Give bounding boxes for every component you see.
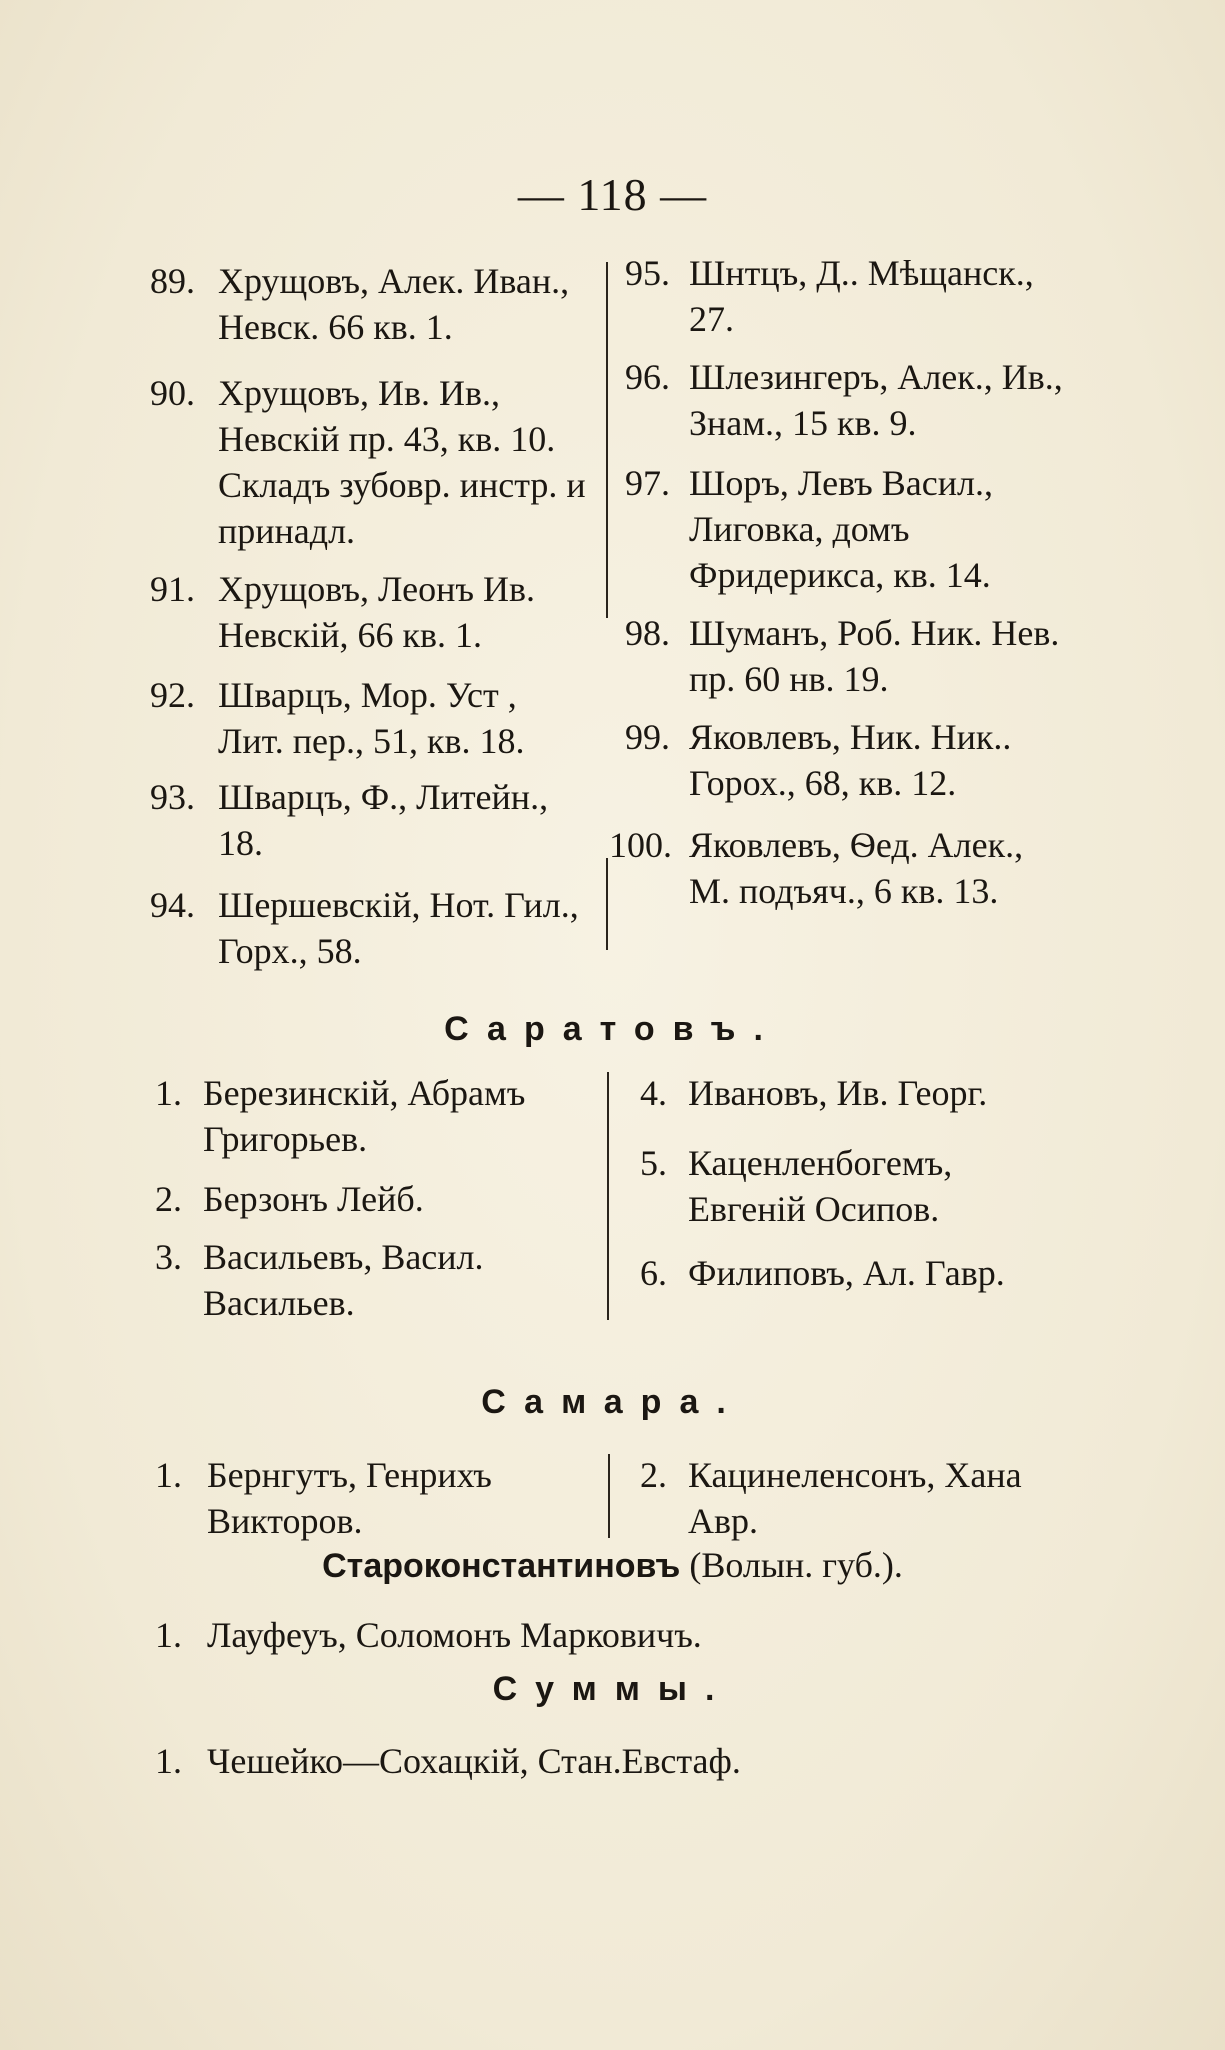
entry-text: Хрущовъ, Леонъ Ив. Невскій, 66 кв. 1. [218,569,535,655]
entry-number: 91. [150,569,195,609]
list-item [640,1250,1075,1310]
list-item [150,566,590,672]
entry-number: 94. [150,885,195,925]
list-item [625,250,1065,354]
entry-text: Кацинеленсонъ, Хана Авр. [688,1455,1022,1541]
list-item [155,1176,590,1234]
list-item [609,822,1065,914]
list-item [625,714,1065,822]
section-heading-saratov: Саратовъ. [444,1010,781,1048]
list-item [150,774,590,882]
entry-number: 95. [625,253,670,293]
entry-text: Берзонъ Лейб. [203,1179,424,1219]
list-item [155,1612,702,1658]
petersburg-entries [150,253,1070,974]
entry-text: Ивановъ, Ив. Георг. [688,1073,988,1113]
list-item [155,1070,590,1176]
entry-number: 100. [609,825,672,865]
list-item [640,1140,1075,1250]
heading-subtitle: (Волын. губ.). [689,1545,903,1585]
column-divider [608,1454,610,1538]
entry-number: 1. [155,1073,182,1113]
column-divider [607,1072,609,1320]
entry-text: Шершевскій, Нот. Гил., Горх., 58. [218,885,579,971]
section-heading-samara: Самара. [481,1383,744,1421]
entry-number: 93. [150,777,195,817]
list-item [155,1234,590,1326]
entry-text: Каценленбогемъ, Евгеній Осипов. [688,1143,953,1229]
entry-number: 1. [155,1455,182,1495]
entry-number: 99. [625,717,670,757]
entry-text: Лауфеуъ, Соломонъ Марковичъ. [207,1615,702,1655]
list-item [155,1738,741,1784]
column-divider [606,858,608,950]
saratov-entries [155,1070,1075,1326]
list-item [625,460,1065,610]
list-item [150,672,590,774]
right-column [609,253,1065,974]
right-column [640,1452,1075,1544]
entry-number: 6. [640,1253,667,1293]
entry-text: Шоръ, Левъ Васил., Лиговка, домъ Фридерикса, кв. 14. [689,463,993,595]
entry-text: Шварцъ, Ф., Литейн., 18. [218,777,549,863]
column-divider [606,262,608,618]
entry-text: Шлезингеръ, Алек., Ив., Знам., 15 кв. 9. [689,357,1063,443]
entry-number: 5. [640,1143,667,1183]
left-column [155,1452,590,1544]
entry-text: Чешейко—Сохацкій, Стан.Евстаф. [207,1741,741,1781]
entry-number: 1. [155,1741,182,1781]
left-column [150,258,590,974]
entry-number: 90. [150,373,195,413]
entry-text: Шуманъ, Роб. Ник. Нев. пр. 60 нв. 19. [689,613,1060,699]
list-item [155,1452,590,1544]
entry-text: Бернгутъ, Генрихъ Викторов. [207,1455,492,1541]
entry-number: 97. [625,463,670,503]
entry-number: 92. [150,675,195,715]
list-item [625,354,1065,460]
entry-number: 2. [640,1455,667,1495]
entry-text: Шварцъ, Мор. Уст , Лит. пер., 51, кв. 18. [218,675,525,761]
entry-number: 96. [625,357,670,397]
section-heading-starokonstantinov [0,1544,1225,1586]
entry-text: Яковлевъ, Ник. Ник.. Горох., 68, кв. 12. [689,717,1012,803]
list-item [640,1452,1075,1544]
entry-text: Хрущовъ, Алек. Иван., Невск. 66 кв. 1. [218,261,570,347]
samara-entries [155,1452,1075,1544]
entry-text: Яковлевъ, Ѳед. Алек., М. подъяч., 6 кв. 13. [689,825,1024,911]
list-item [150,370,590,566]
entry-number: 2. [155,1179,182,1219]
entry-number: 3. [155,1237,182,1277]
entry-number: 98. [625,613,670,653]
section-heading-summy: Суммы. [492,1670,733,1708]
heading-title: Староконстантиновъ [322,1547,681,1585]
entry-number: 4. [640,1073,667,1113]
entry-text: Васильевъ, Васил. Васильев. [203,1237,484,1323]
list-item [150,882,590,974]
right-column [640,1070,1075,1326]
entry-number: 89. [150,261,195,301]
left-column [155,1070,590,1326]
entry-number: 1. [155,1615,182,1655]
page-number: — 118 — [517,169,708,220]
list-item [640,1070,1075,1140]
list-item [625,610,1065,714]
entry-text: Шнтцъ, Д.. Мѣщанск., 27. [689,253,1034,339]
entry-text: Березинскій, Абрамъ Григорьев. [203,1073,526,1159]
entry-text: Хрущовъ, Ив. Ив., Невскій пр. 43, кв. 10. Складъ зубовр. инстр. и принадл. [218,373,586,551]
list-item [150,258,590,370]
entry-text: Филиповъ, Ал. Гавр. [688,1253,1005,1293]
